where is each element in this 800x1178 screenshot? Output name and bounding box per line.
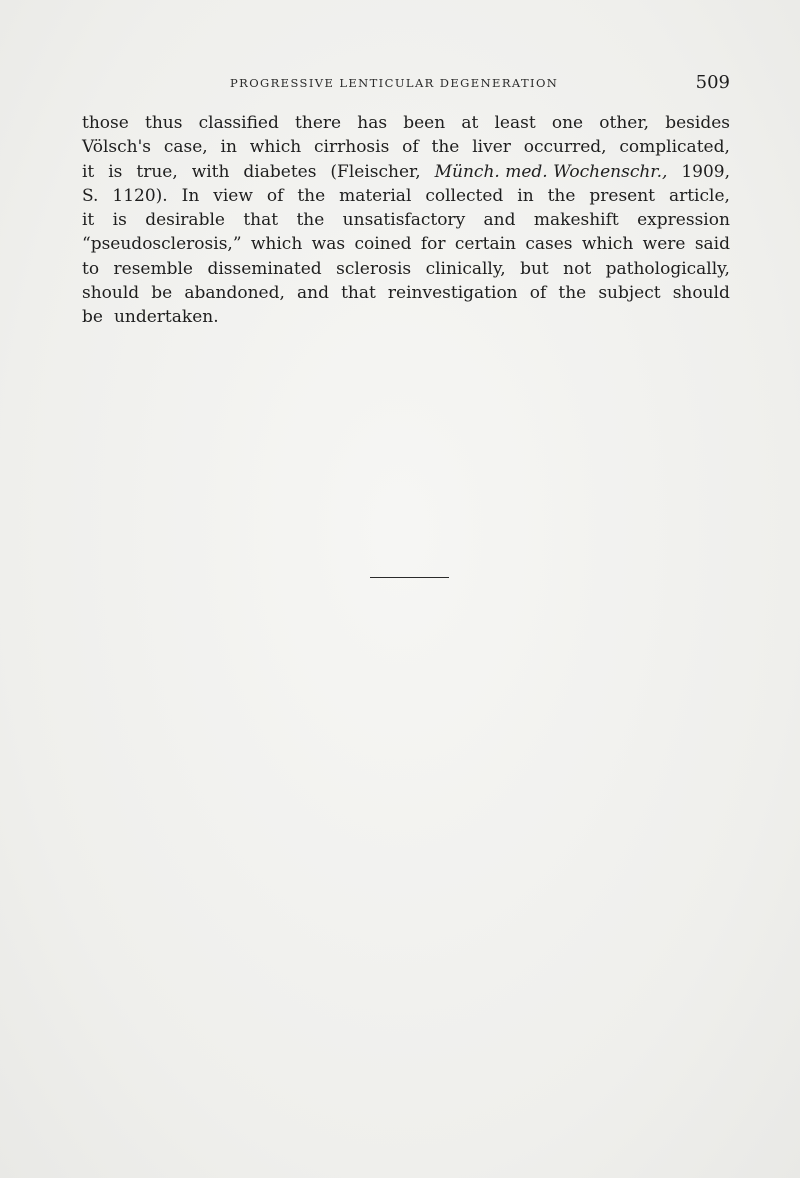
word: undertaken. xyxy=(113,307,219,328)
word: has xyxy=(357,113,388,133)
word: is xyxy=(108,161,123,182)
word: that xyxy=(341,283,376,304)
bleed-through-texture xyxy=(80,420,730,720)
word: clinically, xyxy=(425,258,506,279)
word: 1909, xyxy=(681,161,730,182)
word: unsatisfactory xyxy=(342,210,466,231)
word: was xyxy=(311,234,346,255)
word: in xyxy=(220,137,237,158)
word: besides xyxy=(665,113,730,133)
word: to xyxy=(82,258,100,279)
word: occurred, xyxy=(523,137,607,158)
word: there xyxy=(295,113,342,133)
word: that xyxy=(243,210,279,231)
word: which xyxy=(581,234,634,255)
word: and xyxy=(296,283,329,304)
word: the xyxy=(558,283,587,304)
word: been xyxy=(403,113,446,133)
word: should xyxy=(672,283,730,304)
word: pathologically, xyxy=(605,258,730,279)
word: of xyxy=(402,137,419,158)
word: view xyxy=(213,185,253,206)
text-line xyxy=(82,281,730,305)
word: collected xyxy=(425,185,504,206)
word: cases xyxy=(525,234,573,255)
word: which xyxy=(250,234,303,255)
word: S. xyxy=(82,185,99,206)
word: other, xyxy=(599,113,650,133)
text-line xyxy=(82,257,730,281)
word: present xyxy=(589,185,656,206)
word: of xyxy=(266,185,284,206)
word: but xyxy=(520,258,549,279)
word: expression xyxy=(637,210,730,231)
text-line xyxy=(82,111,730,135)
word: in xyxy=(517,185,534,206)
word: sclerosis xyxy=(336,258,412,279)
text-line xyxy=(82,305,730,329)
word: 1120). xyxy=(112,185,168,206)
word: the xyxy=(297,185,326,206)
word: “pseudosclerosis,” xyxy=(82,234,242,255)
word: abandoned, xyxy=(184,283,285,304)
word: In xyxy=(181,185,200,206)
text-line xyxy=(82,208,730,232)
word: the xyxy=(547,185,576,206)
word: complicated, xyxy=(619,137,730,158)
word: makeshift xyxy=(533,210,619,231)
word: with xyxy=(191,161,230,182)
word: reinvestigation xyxy=(387,283,518,304)
journal-citation: Münch. med. Wochenschr., xyxy=(434,161,668,182)
word: and xyxy=(483,210,516,231)
text-line xyxy=(82,160,730,184)
word: the xyxy=(431,137,460,158)
word: article, xyxy=(668,185,730,206)
word: case, xyxy=(163,137,208,158)
word: not xyxy=(563,258,592,279)
word: classified xyxy=(198,113,279,133)
page-number: 509 xyxy=(695,72,730,93)
word: disseminated xyxy=(207,258,322,279)
word: for xyxy=(420,234,446,255)
text-line xyxy=(82,232,730,256)
word: those xyxy=(82,113,129,133)
text-line xyxy=(82,135,730,159)
running-header xyxy=(230,74,730,98)
word: true, xyxy=(136,161,178,182)
word: be xyxy=(82,307,103,328)
word: resemble xyxy=(113,258,193,279)
word: least xyxy=(494,113,536,133)
word: desirable xyxy=(145,210,225,231)
word: of xyxy=(529,283,547,304)
word: (Fleischer, xyxy=(330,161,421,182)
word: material xyxy=(339,185,412,206)
word: thus xyxy=(144,113,183,133)
word: coined xyxy=(354,234,412,255)
word: were xyxy=(642,234,686,255)
word: the xyxy=(296,210,325,231)
word: should xyxy=(82,283,140,304)
word: subject xyxy=(598,283,661,304)
word: at xyxy=(461,113,479,133)
word: diabetes xyxy=(243,161,317,182)
running-title: PROGRESSIVE LENTICULAR DEGENERATION xyxy=(230,76,559,90)
word: it xyxy=(82,210,95,231)
body-paragraph xyxy=(82,111,730,330)
word: which xyxy=(249,137,302,158)
word: is xyxy=(112,210,127,231)
word: certain xyxy=(454,234,516,255)
word: cirrhosis xyxy=(314,137,390,158)
word: liver xyxy=(472,137,511,158)
text-line xyxy=(82,184,730,208)
word: it xyxy=(82,161,95,182)
word: Völsch's xyxy=(82,137,151,158)
word: be xyxy=(151,283,173,304)
word: said xyxy=(694,234,730,255)
word: one xyxy=(551,113,584,133)
